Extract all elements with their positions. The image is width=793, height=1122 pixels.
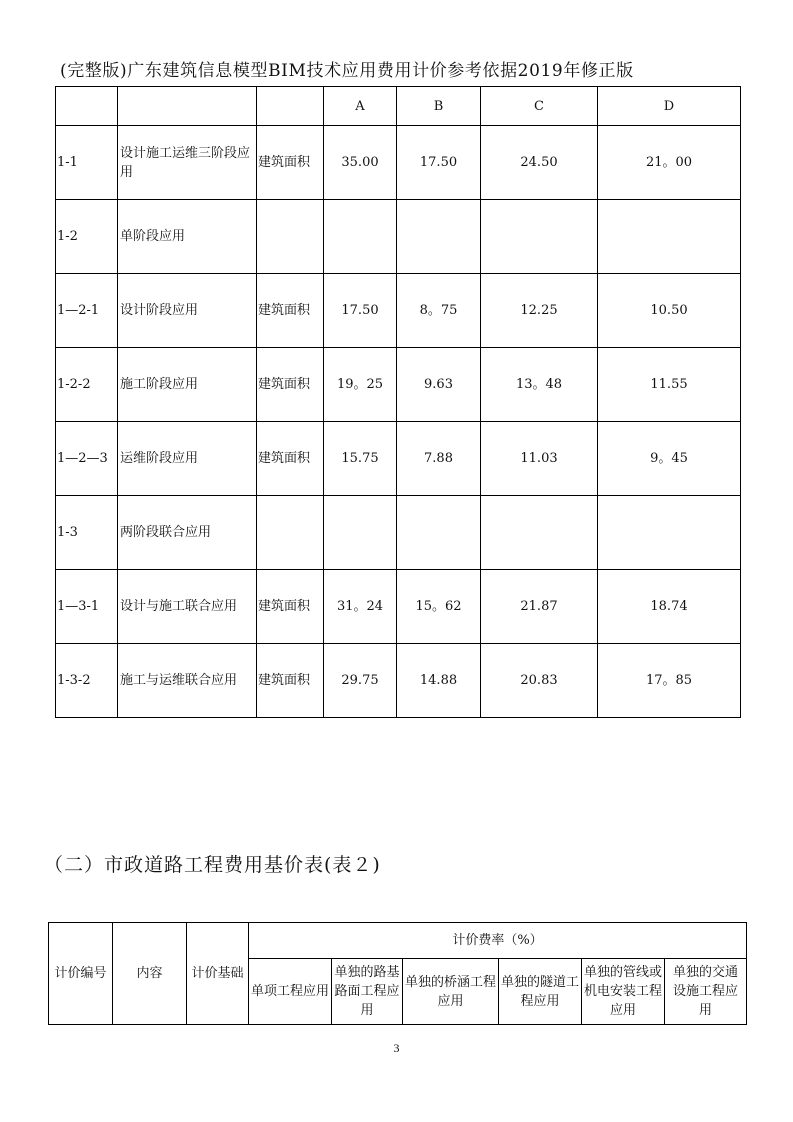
header-cell bbox=[118, 87, 257, 126]
row-content: 两阶段联合应用 bbox=[118, 496, 257, 570]
row-value-b bbox=[397, 200, 481, 274]
table-row bbox=[56, 126, 741, 200]
header-content: 内容 bbox=[113, 923, 187, 1025]
row-value-a bbox=[324, 200, 397, 274]
row-value-b: 7.88 bbox=[397, 422, 481, 496]
row-base: 建筑面积 bbox=[257, 570, 324, 644]
row-content: 施工与运维联合应用 bbox=[118, 644, 257, 718]
row-value-a: 35.00 bbox=[324, 126, 397, 200]
row-code: 1-3-2 bbox=[56, 644, 118, 718]
table-row bbox=[56, 570, 741, 644]
row-value-c bbox=[481, 496, 598, 570]
row-value-b: 9.63 bbox=[397, 348, 481, 422]
subheader-cell: 单独的管线或机电安装工程应用 bbox=[582, 959, 665, 1025]
row-value-b: 8。75 bbox=[397, 274, 481, 348]
row-content: 施工阶段应用 bbox=[118, 348, 257, 422]
table-row bbox=[56, 496, 741, 570]
row-base: 建筑面积 bbox=[257, 274, 324, 348]
row-value-d: 9。45 bbox=[598, 422, 741, 496]
row-value-d: 11.55 bbox=[598, 348, 741, 422]
row-code: 1-1 bbox=[56, 126, 118, 200]
table-row bbox=[56, 422, 741, 496]
table-row bbox=[56, 200, 741, 274]
header-code: 计价编号 bbox=[49, 923, 113, 1025]
row-code: 1-2-2 bbox=[56, 348, 118, 422]
row-value-a: 15.75 bbox=[324, 422, 397, 496]
subheader-cell: 单独的路基路面工程应用 bbox=[332, 959, 403, 1025]
header-cell bbox=[56, 87, 118, 126]
table2-header-row bbox=[49, 923, 747, 959]
row-base: 建筑面积 bbox=[257, 422, 324, 496]
row-value-c: 20.83 bbox=[481, 644, 598, 718]
table-row bbox=[56, 644, 741, 718]
row-content: 运维阶段应用 bbox=[118, 422, 257, 496]
row-value-c: 11.03 bbox=[481, 422, 598, 496]
row-value-a: 19。25 bbox=[324, 348, 397, 422]
subheader-cell: 单独的交通设施工程应用 bbox=[665, 959, 747, 1025]
row-value-d bbox=[598, 496, 741, 570]
row-code: 1—3-1 bbox=[56, 570, 118, 644]
row-code: 1—2-1 bbox=[56, 274, 118, 348]
fee-table-2 bbox=[48, 922, 747, 1025]
row-value-a: 29.75 bbox=[324, 644, 397, 718]
row-value-a bbox=[324, 496, 397, 570]
header-cell-b: B bbox=[397, 87, 481, 126]
row-base: 建筑面积 bbox=[257, 644, 324, 718]
row-value-c: 13。48 bbox=[481, 348, 598, 422]
subheader-cell: 单独的隧道工程应用 bbox=[499, 959, 582, 1025]
row-base bbox=[257, 496, 324, 570]
document-header: (完整版)广东建筑信息模型BIM技术应用费用计价参考依据2019年修正版 bbox=[60, 61, 634, 81]
subheader-cell: 单项工程应用 bbox=[249, 959, 332, 1025]
row-value-a: 31。24 bbox=[324, 570, 397, 644]
row-base bbox=[257, 200, 324, 274]
row-base: 建筑面积 bbox=[257, 348, 324, 422]
row-value-d: 10.50 bbox=[598, 274, 741, 348]
row-value-d: 21。00 bbox=[598, 126, 741, 200]
section-title: （二）市政道路工程费用基价表(表２) bbox=[44, 854, 381, 876]
header-cell-a: A bbox=[324, 87, 397, 126]
header-rate: 计价费率（%） bbox=[249, 923, 747, 959]
table-header-row bbox=[56, 87, 741, 126]
header-cell-d: D bbox=[598, 87, 741, 126]
row-value-d: 18.74 bbox=[598, 570, 741, 644]
header-cell bbox=[257, 87, 324, 126]
row-base: 建筑面积 bbox=[257, 126, 324, 200]
page-number: 3 bbox=[393, 1041, 400, 1055]
row-code: 1—2—3 bbox=[56, 422, 118, 496]
header-cell-c: C bbox=[481, 87, 598, 126]
header-base: 计价基础 bbox=[187, 923, 249, 1025]
row-content: 设计阶段应用 bbox=[118, 274, 257, 348]
row-content: 单阶段应用 bbox=[118, 200, 257, 274]
row-value-c: 24.50 bbox=[481, 126, 598, 200]
row-value-b: 17.50 bbox=[397, 126, 481, 200]
row-value-d: 17。85 bbox=[598, 644, 741, 718]
row-value-c: 12.25 bbox=[481, 274, 598, 348]
row-code: 1-3 bbox=[56, 496, 118, 570]
row-value-c bbox=[481, 200, 598, 274]
row-value-b bbox=[397, 496, 481, 570]
row-content: 设计与施工联合应用 bbox=[118, 570, 257, 644]
row-value-b: 15。62 bbox=[397, 570, 481, 644]
row-value-c: 21.87 bbox=[481, 570, 598, 644]
table-row bbox=[56, 274, 741, 348]
row-content: 设计施工运维三阶段应用 bbox=[118, 126, 257, 200]
row-value-d bbox=[598, 200, 741, 274]
fee-table-1 bbox=[55, 86, 741, 718]
row-value-b: 14.88 bbox=[397, 644, 481, 718]
table-row bbox=[56, 348, 741, 422]
subheader-cell: 单独的桥涵工程应用 bbox=[403, 959, 499, 1025]
row-code: 1-2 bbox=[56, 200, 118, 274]
row-value-a: 17.50 bbox=[324, 274, 397, 348]
